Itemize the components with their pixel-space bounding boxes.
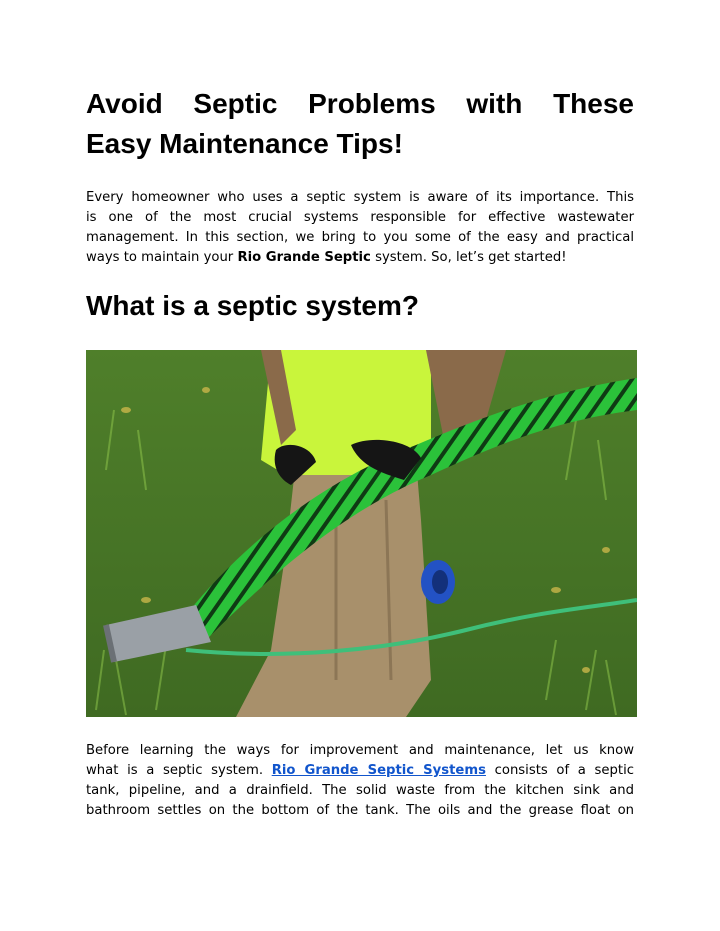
title-line-2: Easy Maintenance Tips! (86, 128, 403, 159)
body-line-4: bathroom settles on the bottom of the tank. The oils and the grease float on (86, 803, 634, 818)
body-paragraph (86, 741, 634, 821)
body-line-2 (86, 761, 634, 781)
body-line-1: Before learning the ways for improvement and maintenance, let us know (86, 743, 634, 758)
intro-line-4-text: ways to maintain your (86, 250, 238, 265)
intro-line-4-end: system. So, let’s get started! (370, 250, 567, 265)
intro-line-3: management. In this section, we bring to you some of the easy and practical (86, 230, 634, 245)
brand-name-bold: Rio Grande Septic (237, 250, 371, 265)
rio-grande-septic-systems-link[interactable]: Rio Grande Septic Systems (271, 763, 486, 778)
intro-paragraph (86, 188, 634, 268)
body-line-3: tank, pipeline, and a drainfield. The solid waste from the kitchen sink and (86, 783, 634, 798)
intro-line-1: Every homeowner who uses a septic system is aware of its importance. This (86, 190, 634, 205)
body-line-2-text: what is a septic system. (86, 763, 272, 778)
photo-illustration (86, 350, 637, 717)
intro-line-2: is one of the most crucial systems responsible for effective wastewater (86, 210, 634, 225)
intro-line-4 (86, 248, 634, 268)
page-title (86, 84, 634, 164)
body-line-2-end: consists of a septic (485, 763, 634, 778)
section-heading: What is a septic system? (86, 290, 420, 321)
title-line-1: Avoid Septic Problems with These (86, 88, 634, 119)
septic-hose-photo (86, 350, 637, 717)
